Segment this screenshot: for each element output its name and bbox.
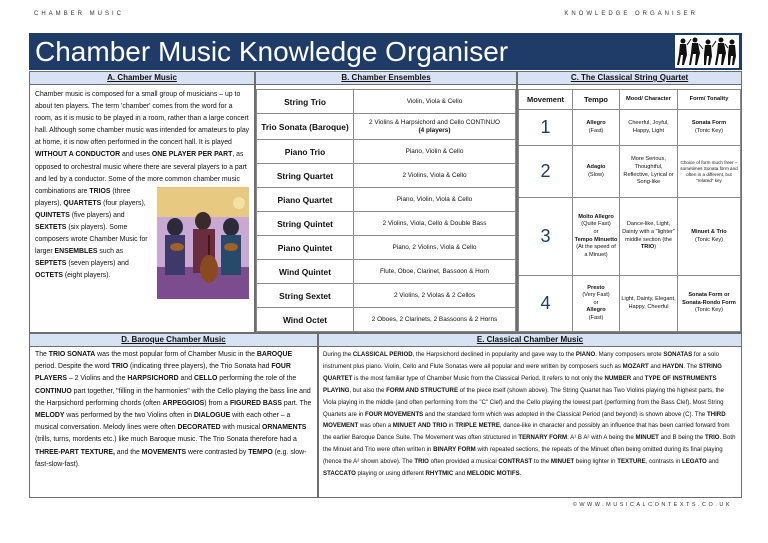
section-a-heading: A. Chamber Music — [30, 72, 254, 85]
ensemble-name: Wind Quintet — [257, 260, 354, 284]
table-row — [257, 188, 516, 212]
section-e-classical — [318, 333, 742, 498]
table-header-row — [519, 90, 741, 110]
table-row — [257, 260, 516, 284]
ensemble-name: Piano Trio — [257, 140, 354, 164]
table-row — [519, 198, 741, 276]
ensemble-name: String Quartet — [257, 164, 354, 188]
ensemble-name: String Sextet — [257, 284, 354, 308]
tempo-cell: Allegro (Fast) — [573, 110, 620, 146]
ensemble-instruments: 2 Violins, Viola, Cello & Double Bass — [354, 212, 516, 236]
movement-number: 1 — [519, 110, 573, 146]
mood-cell: Dance-like, Light, Dainty with a "lighter" middle section (the TRIO) — [620, 198, 678, 276]
ensemble-name: Wind Octet — [257, 308, 354, 332]
mood-cell: Light, Dainty, Elegant, Happy, Cheerful — [620, 276, 678, 332]
table-row — [519, 110, 741, 146]
section-c-string-quartet — [517, 71, 742, 333]
ensemble-name: Trio Sonata (Baroque) — [257, 114, 354, 140]
page-title: Chamber Music Knowledge Organiser — [35, 36, 509, 67]
header-right-label: KNOWLEDGE ORGANISER — [564, 11, 698, 17]
table-row — [257, 236, 516, 260]
table-row — [257, 308, 516, 332]
ensemble-instruments: Flute, Oboe, Clarinet, Bassoon & Horn — [354, 260, 516, 284]
ensemble-instruments: 2 Violins, Viola & Cello — [354, 164, 516, 188]
footer-website[interactable]: ©WWW.MUSICALCONTEXTS.CO.UK — [572, 502, 732, 508]
chamber-ensemble-painting — [157, 187, 249, 299]
ensemble-note: (4 players) — [418, 126, 451, 134]
ensemble-name: String Trio — [257, 90, 354, 114]
section-a-chamber-music — [29, 71, 255, 333]
quartet-table — [518, 89, 741, 332]
mood-cell: Cheerful, Joyful, Happy, Light — [620, 110, 678, 146]
section-d-heading: D. Baroque Chamber Music — [30, 334, 317, 347]
movement-number: 3 — [519, 198, 573, 276]
table-row — [257, 140, 516, 164]
column-header-mood: Mood/ Character — [620, 90, 678, 110]
ensemble-name: String Quintet — [257, 212, 354, 236]
section-b-heading: B. Chamber Ensembles — [256, 72, 516, 85]
form-cell: Sonata Form (Tonic Key) — [678, 110, 741, 146]
section-d-baroque — [29, 333, 318, 498]
column-header-tempo: Tempo — [573, 90, 620, 110]
column-header-movement: Movement — [519, 90, 573, 110]
form-cell: Minuet & Trio (Tonic Key) — [678, 198, 741, 276]
table-row — [519, 146, 741, 198]
tempo-cell: Presto (Very Fast) or Allegro (Fast) — [573, 276, 620, 332]
form-cell: Choice of form much freer – sometimes Sonata form and often in a different, but "related" key — [678, 146, 741, 198]
table-row — [519, 276, 741, 332]
table-row — [257, 212, 516, 236]
header-left-label: CHAMBER MUSIC — [34, 11, 125, 17]
ensemble-instruments: Piano, Violin, Viola & Cello — [354, 188, 516, 212]
ensemble-instruments: Piano, Violin & Cello — [354, 140, 516, 164]
ensemble-instruments: Violin, Viola & Cello — [354, 90, 516, 114]
section-b-chamber-ensembles — [255, 71, 517, 333]
section-d-text: The TRIO SONATA was the most popular form of Chamber Music in the BAROQUE period. Despite the word TRIO (indicating three players), the Trio Sonata had FOUR PLAYERS – 2 Violins and the HARPSICHORD and CELLO performing the role of the CONTINUO part together, "filling in the harmonies" with the Cello playing the bass line and the Harpsichord performing chords (often ARPEGGIOS) from a FIGURED BASS part. The MELODY was performed by the two Violins often in DIALOGUE with each other – a musical conversation. Melody lines were often DECORATED with musical ORNAMENTS (trills, turns, mordents etc.) like much Baroque music. The Trio Sonata therefore had a THREE-PART TEXTURE, and the MOVEMENTS were contrasted by TEMPO (e.g. slow-fast-slow-fast). — [35, 351, 312, 468]
table-row — [257, 164, 516, 188]
section-c-heading: C. The Classical String Quartet — [518, 72, 741, 85]
ensemble-instruments: 2 Oboes, 2 Clarinets, 2 Bassoons & 2 Horns — [354, 308, 516, 332]
movement-number: 4 — [519, 276, 573, 332]
tempo-cell: Adagio (Slow) — [573, 146, 620, 198]
title-banner — [29, 33, 742, 70]
column-header-form: Form/ Tonality — [678, 90, 741, 110]
ensemble-name: Piano Quintet — [257, 236, 354, 260]
mood-cell: More Serious, Thoughtful, Reflective, Lyrical or Song-like — [620, 146, 678, 198]
ensemble-instruments: 2 Violins, 2 Violas & 2 Cellos — [354, 284, 516, 308]
table-row — [257, 90, 516, 114]
section-e-text: During the CLASSICAL PERIOD, the Harpsichord declined in popularity and gave way to the PIANO. Many composers wrote SONATAS for a solo instrument plus piano. Violin, Cello and Flute Sonatas were all popular and were written by composers such as MOZART and HAYDN. The STRING QUARTET is the most familiar type of Chamber Music from the Classical Period. It refers to not only the NUMBER and TYPE OF INSTRUMENTS PLAYING, but also the FORM AND STRUCTURE of the piece itself (shown above). The String Quartet has Two Violins playing the highest parts, the Viola playing in the middle (and often performing from the "C" Clef) and the Cello playing the lowest part (performing from the Bass Clef). Most String Quartets are in FOUR MOVEMENTS and the standard form which was adopted in the Classical Period (and beyond) is shown above (C). The THIRD MOVEMENT was often a MINUET AND TRIO in TRIPLE METRE, dance-like in character and possibly an influence that has been carried forward from the earlier Baroque Dance Suite. The Movement was often structured in TERNARY FORM: A¹ B A² with A being the MINUET and B being the TRIO. Both the Minuet and Trio were often written in BINARY FORM with repeated sections, the repeats of the Minuet often being omitted during its final playing (hence the A² shown above). The TRIO often provided a musical CONTRAST to the MINUET being lighter in TEXTURE, contrasts in LEGATO and STACCATO playing or using different RHYTMIC and MELODIC MOTIFS. — [323, 351, 736, 478]
section-a-text: Chamber music is composed for a small group of musicians – up to about ten players. The term 'chamber' comes from the word for a room, as it is music to be played in a room, rather than a large concert hall. Although some chamber music was intended for amateurs to play at home, it is now often performed in the concert hall. It is played WITHOUT A CONDUCTOR and uses ONE PLAYER PER PART, as opposed to orchestral music where there are several players to a part and led by a conductor. Some of the more common chamber music combinations are TRIOS (three players), QUARTETS (four players), QUINTETS (five players) and SEXTETS (six players). Some composers wrote Chamber Music for larger ENSEMBLES such as SEPTETS (seven players) and OCTETS (eight players). — [30, 85, 254, 283]
ensemble-instruments: Piano, 2 Violins, Viola & Cello — [354, 236, 516, 260]
form-cell: Sonata Form or Sonata-Rondo Form (Tonic Key) — [678, 276, 741, 332]
section-e-heading: E. Classical Chamber Music — [319, 334, 741, 347]
table-row — [257, 284, 516, 308]
movement-number: 2 — [519, 146, 573, 198]
tempo-cell: Molto Allegro (Quite Fast) or Tempo Minuetto (At the speed of a Minuet) — [573, 198, 620, 276]
ensembles-table — [256, 89, 516, 332]
ensemble-name: Piano Quartet — [257, 188, 354, 212]
ensemble-instruments: 2 Violins & Harpsichord and Cello CONTINUO (4 players) — [354, 114, 516, 140]
table-row — [257, 114, 516, 140]
musicians-silhouette-logo — [675, 35, 739, 68]
